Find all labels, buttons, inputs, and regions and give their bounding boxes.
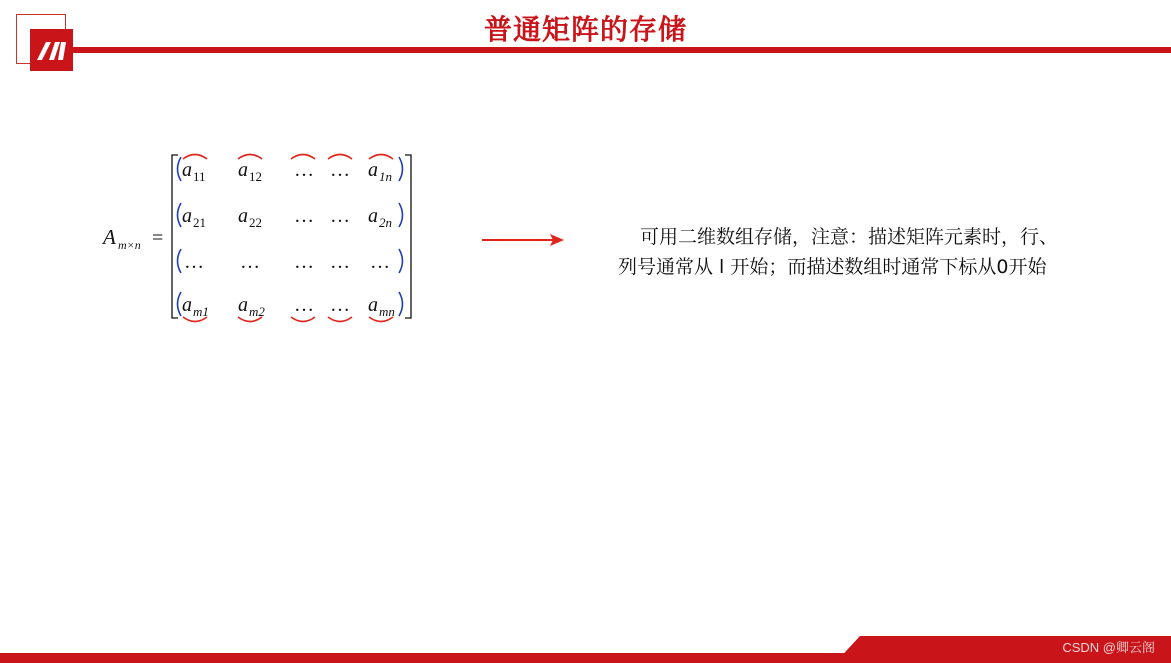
matrix-cell: … xyxy=(330,294,350,316)
storage-note xyxy=(618,222,1138,282)
matrix-dimension: m×n xyxy=(118,238,141,252)
row-left-paren xyxy=(178,157,182,181)
matrix-cell: $a_{21}$ xyxy=(182,205,206,230)
row-left-paren xyxy=(178,292,182,316)
matrix-cell: $a_{2n}$ xyxy=(368,205,392,230)
matrix-cell: … xyxy=(184,251,204,273)
matrix-left-bracket xyxy=(172,155,178,318)
footer-bar xyxy=(0,633,1171,663)
row-left-paren xyxy=(178,249,182,273)
matrix-name: A xyxy=(103,225,116,249)
row-right-paren xyxy=(399,203,403,227)
matrix-right-bracket xyxy=(405,155,411,318)
row-right-paren xyxy=(399,157,403,181)
matrix-cell: $a_{m2}$ xyxy=(238,294,265,319)
matrix-cell: … xyxy=(294,251,314,273)
equals-sign: = xyxy=(152,227,164,249)
matrix-cell: $a_{22}$ xyxy=(238,205,262,230)
column-bottom-arc xyxy=(291,317,315,322)
arrow-icon xyxy=(482,234,564,246)
matrix-cell: … xyxy=(330,205,350,227)
matrix-cells xyxy=(182,159,395,319)
slide-title: 普通矩阵的存储 xyxy=(483,13,687,46)
row-left-paren xyxy=(178,203,182,227)
row-right-paren xyxy=(399,249,403,273)
column-arcs xyxy=(183,155,393,322)
matrix-cell: … xyxy=(294,205,314,227)
matrix-cell: $a_{1n}$ xyxy=(368,159,392,184)
matrix-cell: … xyxy=(330,251,350,273)
matrix-cell: … xyxy=(294,294,314,316)
matrix-cell: $a_{m1}$ xyxy=(182,294,209,319)
note-line-2: 列号通常从 l 开始；而描述数组时通常下标从0开始 xyxy=(618,256,1047,278)
matrix-cell: $a_{12}$ xyxy=(238,159,262,184)
matrix-cell: … xyxy=(240,251,260,273)
row-right-paren xyxy=(399,292,403,316)
matrix-cell: … xyxy=(330,159,350,181)
matrix-cell: $a_{mn}$ xyxy=(368,294,395,319)
matrix-cell: … xyxy=(294,159,314,181)
note-line-1: 可用二维数组存储，注意：描述矩阵元素时，行、 xyxy=(640,226,1059,248)
matrix-cell: $a_{11}$ xyxy=(182,159,206,184)
matrix-cell: … xyxy=(370,251,390,273)
column-bottom-arc xyxy=(328,317,352,322)
watermark: CSDN @卿云阁 xyxy=(1062,640,1155,655)
